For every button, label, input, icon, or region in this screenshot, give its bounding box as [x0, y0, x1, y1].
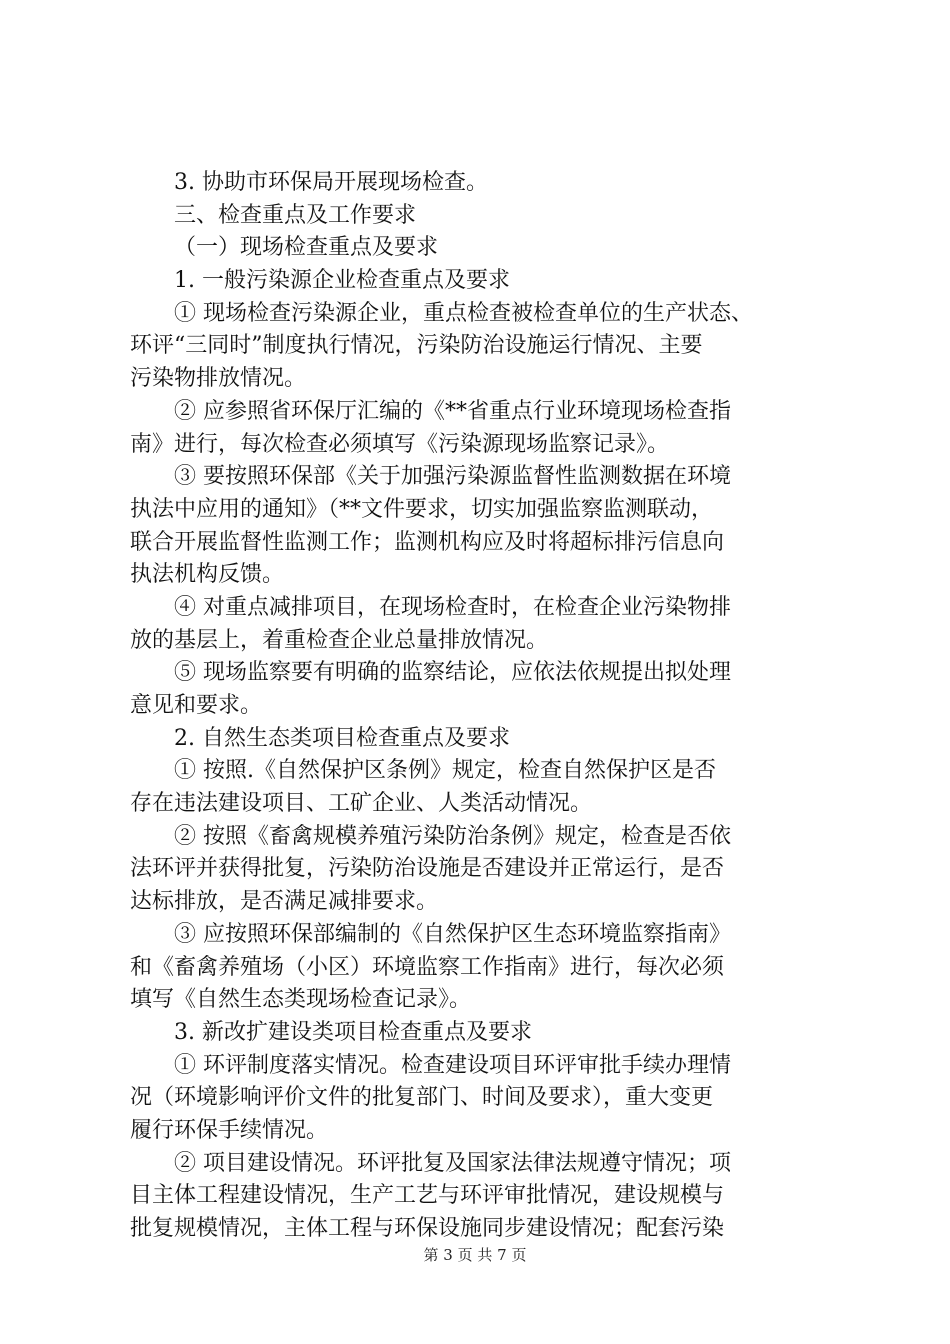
text-line: ① 环评制度落实情况。检查建设项目环评审批手续办理情: [174, 1052, 731, 1078]
text-line: ② 按照《畜禽规模养殖污染防治条例》规定，检查是否依: [174, 823, 731, 849]
page-footer: 第 3 页 共 7 页: [423, 1246, 527, 1264]
text-line: 履行环保手续情况。: [130, 1117, 329, 1143]
text-line: 放的基层上，着重检查企业总量排放情况。: [130, 627, 549, 653]
text-line: 执法中应用的通知》（**文件要求，切实加强监察监测联动，: [130, 496, 714, 522]
text-line: ① 按照.《自然保护区条例》规定，检查自然保护区是否: [174, 758, 716, 784]
text-line: ② 应参照省环保厅汇编的《**省重点行业环境现场检查指: [174, 398, 731, 424]
text-line: 污染物排放情况。: [130, 366, 307, 392]
text-line: 南》进行，每次检查必须填写《污染源现场监察记录》。: [130, 431, 670, 457]
document-body: [130, 167, 835, 1246]
text-line: ② 项目建设情况。环评批复及国家法律法规遵守情况；项: [174, 1150, 731, 1176]
text-line: 3. 新改扩建设类项目检查重点及要求: [174, 1019, 532, 1045]
text-line: ③ 应按照环保部编制的《自然保护区生态环境监察指南》: [174, 921, 731, 947]
text-line: 3. 协助市环保局开展现场检查。: [174, 170, 488, 195]
text-line: 批复规模情况，主体工程与环保设施同步建设情况；配套污染: [130, 1216, 725, 1241]
text-line: 联合开展监督性监测工作；监测机构应及时将超标排污信息向: [130, 529, 725, 555]
text-line: ④ 对重点减排项目，在现场检查时，在检查企业污染物排: [174, 594, 731, 620]
text-line: 1. 一般污染源企业检查重点及要求: [174, 268, 510, 294]
text-line: （一）现场检查重点及要求: [174, 235, 439, 261]
text-line: 执法机构反馈。: [130, 562, 285, 588]
text-line: 环评“三同时”制度执行情况，污染防治设施运行情况、主要: [130, 333, 703, 359]
text-line: ① 现场检查污染源企业，重点检查被检查单位的生产状态、: [174, 300, 753, 326]
text-line: 填写《自然生态类现场检查记录》。: [130, 987, 472, 1013]
text-line: 目主体工程建设情况，生产工艺与环评审批情况，建设规模与: [130, 1183, 725, 1209]
text-line: 三、检查重点及工作要求: [174, 202, 417, 228]
text-line: 和《畜禽养殖场（小区）环境监察工作指南》进行，每次必须: [130, 954, 725, 980]
text-line: 存在违法建设项目、工矿企业、人类活动情况。: [130, 791, 593, 817]
text-line: 法环评并获得批复，污染防治设施是否建设并正常运行，是否: [130, 856, 725, 882]
text-line: ③ 要按照环保部《关于加强污染源监督性监测数据在环境: [174, 464, 731, 490]
text-line: 达标排放，是否满足减排要求。: [130, 889, 439, 915]
text-line: 况（环境影响评价文件的批复部门、时间及要求），重大变更: [130, 1085, 714, 1111]
text-line: 意见和要求。: [130, 693, 263, 718]
text-line: 2. 自然生态类项目检查重点及要求: [174, 725, 510, 751]
text-line: ⑤ 现场监察要有明确的监察结论，应依法依规提出拟处理: [174, 660, 731, 686]
